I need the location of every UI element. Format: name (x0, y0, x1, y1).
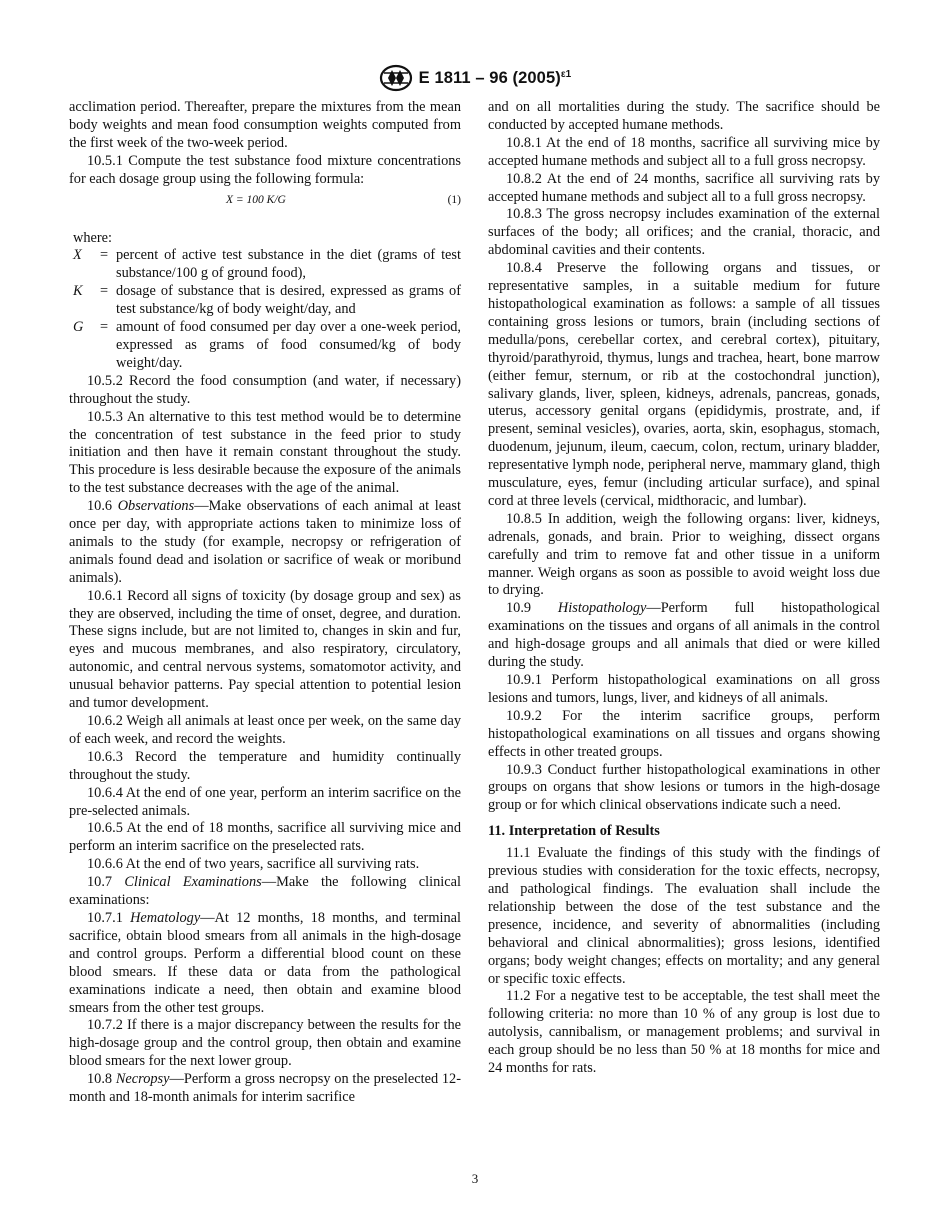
paragraph (69, 874, 461, 910)
paragraph: 10.8.4 Preserve the following organs and tissues, or representative samples, in a suitable medium for future histopathological examination as follows: a sample of all tissues containing gross lesions or tumors, brain (including sections of medulla/pons, cerebellar cortex, and cerebral cortex), pituitary, thyroid/parathyroid, thymus, lungs and trachea, heart, bone marrow (either femur, sternum, or rib at the costochondral junction), salivary glands, liver, spleen, kidneys, adrenals, pancreas, gonads, uterus, accessory genital organs (epididymis, prostrate, and, if present, seminal vesicles), ovaries, aorta, skin, esophagus, stomach, duodenum, jejunum, ileum, caecum, colon, rectum, urinary bladder, representative lymph node, peripheral nerve, mammary gland, thigh musculature, eyes, femur (including articular surface), and spinal cord at three levels (cervical, midthoracic, and lumbar). (488, 260, 880, 509)
section-text: —Make the following clinical examinations: (69, 874, 461, 909)
definition-row (69, 319, 461, 373)
definition-symbol: X (73, 247, 82, 264)
paragraph: 10.5.3 An alternative to this test method would be to determine the concentration of test substance in the feed prior to study initiation and then have it remain constant throughout the study. This procedure is less desirable because the exposure of the animals to the test substance decreases with the age of the animal. (69, 408, 461, 497)
section-title: Observations (117, 498, 195, 515)
paragraph: 10.8.2 At the end of 24 months, sacrifice all surviving rats by accepted humane methods and subject all to a full gross necropsy. (488, 170, 880, 205)
section-title: Necropsy (115, 1071, 170, 1088)
paragraph: 10.6.4 At the end of one year, perform an interim sacrifice on the pre-selected animals. (69, 784, 461, 819)
definition-equals: = (100, 319, 109, 336)
paragraph: and on all mortalities during the study. The sacrifice should be conducted by accepted humane methods. (488, 99, 880, 133)
page-header (0, 62, 950, 94)
paragraph: 10.5.1 Compute the test substance food mixture concentrations for each dosage group using the following formula: (69, 152, 461, 187)
definition-equals: = (100, 283, 109, 300)
paragraph: 10.9.2 For the interim sacrifice groups, perform histopathological examinations on all tissues and organs showing effects in other treated groups. (488, 707, 880, 760)
paragraph (488, 600, 880, 672)
formula (69, 191, 461, 210)
section-number: 10.7 (87, 874, 113, 891)
paragraph: 11.1 Evaluate the findings of this study with the findings of previous studies with consideration for the toxic effects, necropsy, and pathological findings. The evaluation shall include the relationship between the dose of the test substance and the presence, incidence, and severity of abnormalities (including behavioral and clinical abnormalities); gross lesions, identified organs; body weight changes; effects on mortality; and any general or specific toxic effects. (488, 845, 880, 987)
paragraph: 10.5.2 Record the food consumption (and water, if necessary) throughout the study. (69, 372, 461, 407)
paragraph: 10.9.3 Conduct further histopathological examinations in other groups on organs that show lesions or tumors in the high-dosage group or for which clinical observations indicate such a need. (488, 761, 880, 814)
paragraph (69, 1071, 461, 1107)
where-label: where: (73, 229, 113, 246)
section-number: 10.7.1 (87, 909, 123, 926)
paragraph: 11.2 For a negative test to be acceptable, the test shall meet the following criteria: no more than 10 % of any group is lost due to autolysis, cannibalism, or management problems; and survival in each group should be no less than 50 % at 18 months for mice and 24 months for rats. (488, 988, 880, 1077)
definition-equals: = (100, 247, 109, 264)
section-text: —Perform full histopathological examinations on the tissues and organs of all animals in the control and high-dosage groups and all animals that died or were killed during the study. (488, 600, 880, 671)
paragraph: acclimation period. Thereafter, prepare the mixtures from the mean body weights and mean food consumption weights computed from the first week of the two-week period. (69, 99, 461, 151)
section-number: 10.9 (506, 600, 532, 617)
paragraph: 10.8.3 The gross necropsy includes examination of the external surfaces of the body; all orifices; and the cranial, thoracic, and abdominal cavities and their contents. (488, 206, 880, 259)
section-text: —At 12 months, 18 months, and terminal sacrifice, obtain blood smears from all animals in the high-dosage and control groups. Perform a differential blood count on these blood smears. If these data or data from the pathological examinations indicate a need, then obtain and examine blood smears from the other test groups. (69, 909, 461, 1016)
definition-text: percent of active test substance in the diet (grams of test substance/100 g of ground food), (116, 247, 461, 282)
paragraph: 10.6.2 Weigh all animals at least once per week, on the same day of each week, and record the weights. (69, 713, 461, 747)
paragraph: 10.6.6 At the end of two years, sacrifice all surviving rats. (87, 856, 420, 873)
paragraph: 10.7.2 If there is a major discrepancy between the results for the high-dosage group and the control group, then obtain and examine blood smears for the next lower group. (69, 1017, 461, 1070)
right-column (488, 99, 880, 1078)
section-number: 10.6 (87, 498, 113, 515)
section-heading: 11. Interpretation of Results (488, 823, 660, 840)
section-title: Hematology (130, 909, 201, 926)
formula-number: (1) (447, 193, 461, 206)
paragraph (69, 910, 461, 1017)
section-text: —Make observations of each animal at least once per day, with appropriate actions taken to minimize loss of animals to the study (for example, necropsy or refrigeration of animals found dead and isolation or sacrifice of weak or moribund animals). (69, 498, 461, 586)
paragraph (69, 498, 461, 588)
paragraph: 10.8.1 At the end of 18 months, sacrifice all surviving mice by accepted humane methods and subject all to a full gross necropsy. (488, 134, 880, 169)
paragraph: 10.6.1 Record all signs of toxicity (by dosage group and sex) as they are observed, including the time of onset, degree, and duration. These signs include, but are not limited to, changes in skin and fur, eyes and mucous membranes, and also respiratory, circulatory, autonomic, and central nervous systems, somatomotor activity, and unusual behavior patterns. Pay special attention to potential lesion and tumor development. (69, 587, 461, 712)
paragraph: 10.9.1 Perform histopathological examinations on all gross lesions and tumors, lungs, liver, and kidneys of all animals. (488, 672, 880, 706)
paragraph: 10.8.5 In addition, weigh the following organs: liver, kidneys, adrenals, gonads, and brain. Prior to weighing, dissect organs carefully and trim to remove fat and other tissue in a uniform manner. Weigh organs as soon as possible to avoid weight loss due to drying. (488, 510, 880, 599)
definition-row (69, 283, 461, 319)
astm-logo-icon (379, 64, 413, 92)
left-column (69, 99, 461, 1107)
paragraph: 10.6.5 At the end of 18 months, sacrifice all surviving mice and perform an interim sacrifice on the preselected rats. (69, 820, 461, 855)
paragraph: 10.6.3 Record the temperature and humidity continually throughout the study. (69, 748, 461, 783)
variable-definitions (69, 247, 461, 372)
definition-text: dosage of substance that is desired, expressed as grams of test substance/kg of body weight/day, and (116, 283, 461, 318)
definition-symbol: K (73, 283, 83, 300)
definition-symbol: G (73, 319, 84, 336)
standard-designation: E 1811 – 96 $(2005)^{\varepsilon 1}$ (418, 68, 572, 87)
page-number: 3 (471, 1171, 479, 1186)
section-text: —Perform a gross necropsy on the preselected 12-month and 18-month animals for interim sacrifice (69, 1071, 461, 1106)
definition-text: amount of food consumed per day over a one-week period, expressed as grams of food consumed/kg of body weight/day. (116, 319, 461, 371)
section-number: 10.8 (87, 1071, 113, 1088)
section-title: Clinical Examinations (124, 874, 262, 891)
definition-row (69, 247, 461, 283)
section-title: Histopathology (557, 600, 647, 617)
formula-expression: X = 100 K/G (226, 193, 286, 206)
